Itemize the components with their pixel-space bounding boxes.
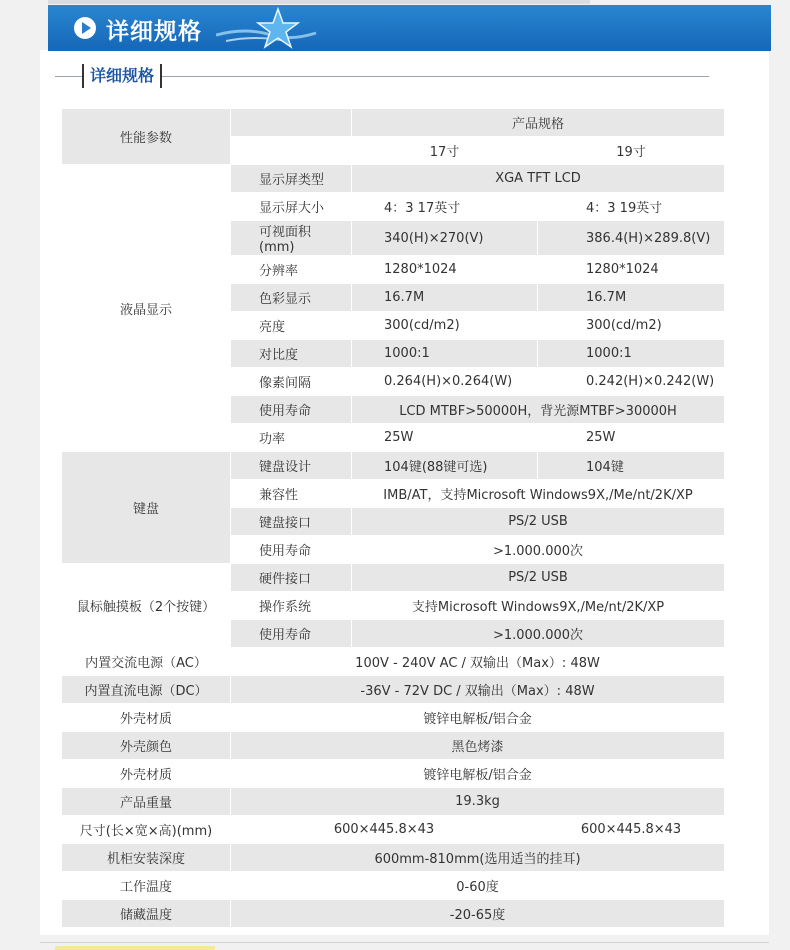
- row-label: 操作系统: [231, 592, 352, 620]
- row-value-19: 300(cd/m2): [538, 312, 725, 340]
- row-value-19: 25W: [538, 424, 725, 452]
- row-label: 使用寿命: [231, 536, 352, 564]
- row-value-17: 4：3 17英寸: [352, 193, 538, 221]
- table-row: [62, 732, 725, 760]
- row-value-19: 1280*1024: [538, 256, 725, 284]
- row-label: 兼容性: [231, 480, 352, 508]
- section-title: 详细规格: [82, 64, 162, 88]
- row-value: 镀锌电解板/铝合金: [231, 704, 725, 732]
- row-value: 100V - 240V AC / 双输出（Max）: 48W: [231, 648, 725, 676]
- row-value-17: 1280*1024: [352, 256, 538, 284]
- row-value-17: 340(H)×270(V): [352, 221, 538, 256]
- table-row: [62, 872, 725, 900]
- row-label: 外壳材质: [62, 760, 231, 788]
- row-value: 0-60度: [231, 872, 725, 900]
- group-mouse: 鼠标触摸板（2个按键）: [62, 564, 231, 648]
- row-value-19: 0.242(H)×0.242(W): [538, 368, 725, 396]
- row-label: 像素间隔: [231, 368, 352, 396]
- row-value: 镀锌电解板/铝合金: [231, 760, 725, 788]
- row-label: 外壳材质: [62, 704, 231, 732]
- table-row: [62, 452, 725, 480]
- starfish-icon: [216, 5, 326, 51]
- row-label: 显示屏类型: [231, 165, 352, 193]
- spec-table: [61, 108, 725, 928]
- table-row: [62, 648, 725, 676]
- header-spec: 产品规格: [352, 109, 725, 137]
- row-value: 黑色烤漆: [231, 732, 725, 760]
- table-row: [62, 788, 725, 816]
- table-row: [62, 900, 725, 928]
- top-strip: [48, 0, 590, 4]
- table-row: [62, 844, 725, 872]
- row-value-19: 1000:1: [538, 340, 725, 368]
- row-value-17: 25W: [352, 424, 538, 452]
- banner-title: 详细规格: [106, 19, 202, 45]
- table-row: [62, 165, 725, 193]
- row-label: 工作温度: [62, 872, 231, 900]
- row-value-19: 4：3 19英寸: [538, 193, 725, 221]
- row-value-19: 600×445.8×43: [538, 816, 725, 844]
- row-label: 机柜安装深度: [62, 844, 231, 872]
- row-label: 分辨率: [231, 256, 352, 284]
- bottom-accent: [55, 946, 215, 950]
- row-value: -20-65度: [231, 900, 725, 928]
- banner: [48, 5, 771, 51]
- table-row: [62, 760, 725, 788]
- play-icon: [74, 17, 96, 39]
- row-label: 显示屏大小: [231, 193, 352, 221]
- row-value-17: 104键(88键可选): [352, 452, 538, 480]
- header-col17: 17寸: [352, 137, 538, 165]
- row-label: 内置交流电源（AC）: [62, 648, 231, 676]
- row-value: 支持Microsoft Windows9X,/Me/nt/2K/XP: [352, 592, 725, 620]
- row-label: 可视面积(mm): [231, 221, 352, 256]
- row-label: 外壳颜色: [62, 732, 231, 760]
- row-value-17: 1000:1: [352, 340, 538, 368]
- header-blank: [231, 137, 352, 165]
- row-label: 键盘设计: [231, 452, 352, 480]
- row-label: 产品重量: [62, 788, 231, 816]
- row-value-17: 0.264(H)×0.264(W): [352, 368, 538, 396]
- row-value-19: 104键: [538, 452, 725, 480]
- row-label: 内置直流电源（DC）: [62, 676, 231, 704]
- group-lcd: 液晶显示: [62, 165, 231, 452]
- row-value: >1.000.000次: [352, 536, 725, 564]
- row-value: LCD MTBF>50000H，背光源MTBF>30000H: [352, 396, 725, 424]
- row-value: 19.3kg: [231, 788, 725, 816]
- row-value: PS/2 USB: [352, 508, 725, 536]
- table-row: [62, 109, 725, 137]
- table-row: [62, 676, 725, 704]
- table-row: [62, 816, 725, 844]
- row-label: 使用寿命: [231, 620, 352, 648]
- row-label: 对比度: [231, 340, 352, 368]
- group-keyboard: 键盘: [62, 452, 231, 564]
- row-value: IMB/AT，支持Microsoft Windows9X,/Me/nt/2K/XP: [352, 480, 725, 508]
- row-label: 键盘接口: [231, 508, 352, 536]
- row-value: -36V - 72V DC / 双输出（Max）: 48W: [231, 676, 725, 704]
- header-blank: [231, 109, 352, 137]
- table-row: [62, 704, 725, 732]
- row-label: 色彩显示: [231, 284, 352, 312]
- row-label: 使用寿命: [231, 396, 352, 424]
- row-label: 储藏温度: [62, 900, 231, 928]
- row-value: PS/2 USB: [352, 564, 725, 592]
- row-value-17: 16.7M: [352, 284, 538, 312]
- row-value: >1.000.000次: [352, 620, 725, 648]
- row-value-19: 386.4(H)×289.8(V): [538, 221, 725, 256]
- bottom-divider: [40, 942, 769, 943]
- row-label: 硬件接口: [231, 564, 352, 592]
- row-label: 亮度: [231, 312, 352, 340]
- row-value-19: 16.7M: [538, 284, 725, 312]
- row-value: 600mm-810mm(选用适当的挂耳): [231, 844, 725, 872]
- row-label: 尺寸(长×宽×高)(mm): [62, 816, 231, 844]
- table-row: [62, 564, 725, 592]
- row-value-17: 300(cd/m2): [352, 312, 538, 340]
- header-param: 性能参数: [62, 109, 231, 165]
- header-col19: 19寸: [538, 137, 725, 165]
- row-value: XGA TFT LCD: [352, 165, 725, 193]
- row-value-17: 600×445.8×43: [231, 816, 538, 844]
- row-label: 功率: [231, 424, 352, 452]
